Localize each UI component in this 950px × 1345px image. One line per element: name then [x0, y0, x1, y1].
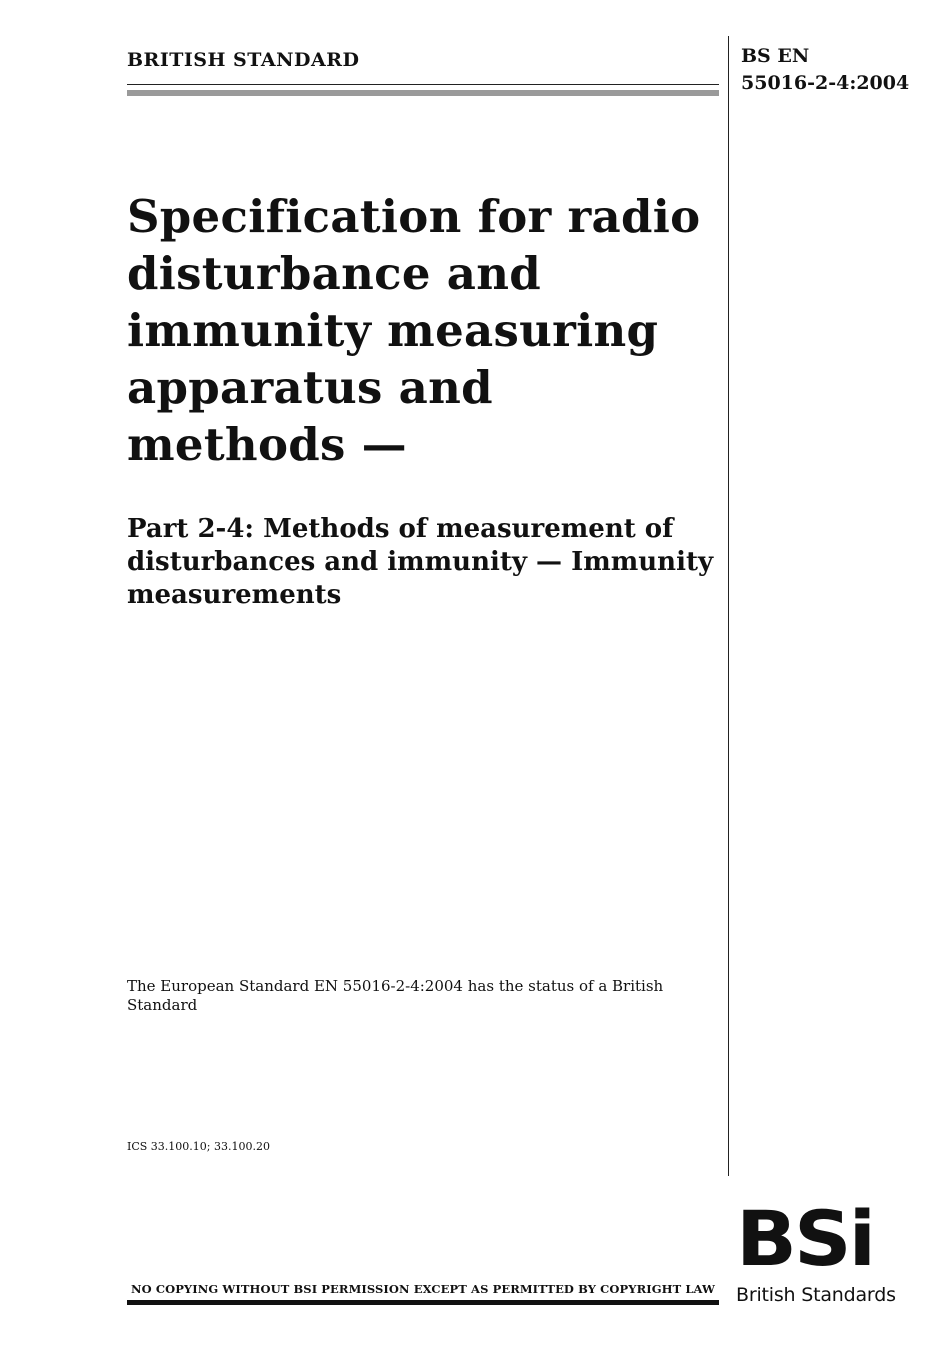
- header-rule-thin: [127, 84, 719, 85]
- bsi-logo-name: British Standards: [736, 1284, 896, 1306]
- bsi-logo: [736, 1194, 906, 1306]
- document-part-title: Part 2-4: Methods of measurement of disturbances and immunity — Immunity measurements: [127, 514, 714, 610]
- standard-number-line1: BS EN: [741, 45, 810, 67]
- bsi-logo-mark: BSi: [736, 1194, 874, 1284]
- document-title: Specification for radio disturbance and immunity measuring apparatus and methods —: [127, 190, 701, 471]
- ics-code: ICS 33.100.10; 33.100.20: [127, 1140, 270, 1153]
- status-note: The European Standard EN 55016-2-4:2004 has the status of a British Standard: [127, 977, 664, 1014]
- standard-number-line2: 55016-2-4:2004: [741, 72, 910, 94]
- vertical-divider: [728, 36, 729, 1176]
- header-label: BRITISH STANDARD: [127, 49, 360, 71]
- standard-number: [741, 43, 909, 97]
- footer-rule: [127, 1300, 719, 1305]
- copyright-notice: NO COPYING WITHOUT BSI PERMISSION EXCEPT AS PERMITTED BY COPYRIGHT LAW: [130, 1282, 716, 1296]
- header-rule-thick: [127, 90, 719, 96]
